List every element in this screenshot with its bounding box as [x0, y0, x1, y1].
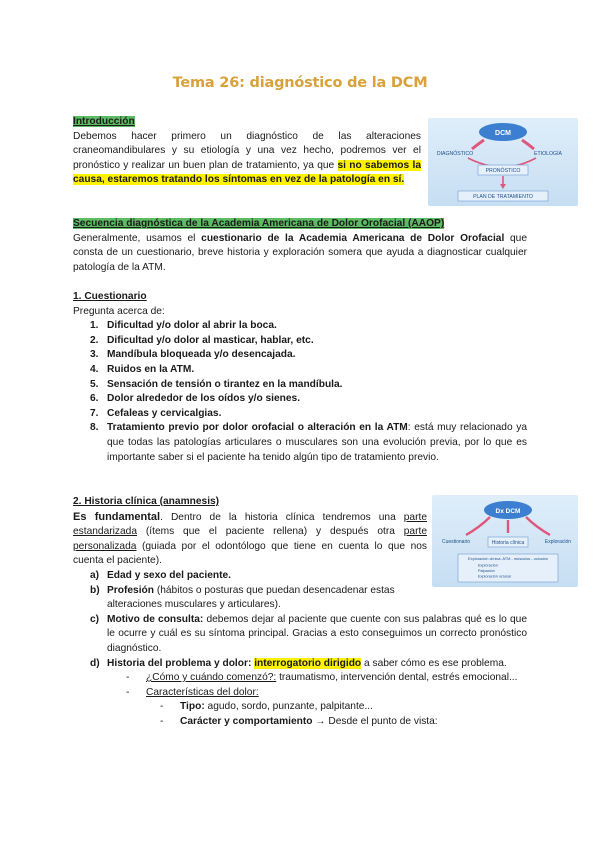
item-text: (hábitos o posturas que puedan desencadenar estas alteraciones musculares y articulares).: [107, 584, 395, 611]
dash: -: [160, 715, 164, 727]
dx-dcm-bubble-label: Dx DCM: [495, 508, 521, 515]
sub-item-text: traumatismo, intervención dental, estrés emocional...: [276, 672, 518, 684]
list-item: [90, 348, 527, 363]
arrow-left: [472, 140, 484, 149]
sub-sub-item: [160, 715, 527, 730]
dash: -: [160, 701, 164, 713]
item-letter: a): [90, 569, 100, 581]
sub-item: [126, 686, 527, 701]
item-bold: Profesión: [107, 584, 154, 596]
sub-item: [126, 671, 527, 686]
exploracion-line: Palpación: [478, 569, 495, 573]
historia-list: [90, 569, 527, 671]
cuestionario-intro: Pregunta acerca de:: [73, 305, 165, 317]
item-text: Ruidos en la ATM.: [107, 363, 195, 375]
arrow-right: [526, 517, 550, 535]
item-text: Dificultad y/o dolor al masticar, hablar, etc.: [107, 334, 314, 346]
historia-bold: Es fundamental: [73, 510, 161, 523]
list-item: [90, 363, 527, 378]
list-item: [90, 334, 527, 349]
historia-paragraph: [73, 510, 427, 569]
exploracion-line: Exploración oclusal: [478, 574, 511, 579]
item-number: 4.: [90, 363, 99, 375]
sub-sub-list: [160, 700, 527, 729]
item-letter: d): [90, 657, 100, 669]
dash: -: [126, 686, 130, 698]
item-number: 5.: [90, 378, 99, 390]
item-number: 2.: [90, 334, 99, 346]
item-number: 1.: [90, 320, 99, 332]
cuestionario-section: [73, 290, 527, 465]
aaop-text-b: que consta de un cuestionario, breve historia y exploración somera que ayuda a diagnosticar cualquier patología de la ATM.: [73, 232, 527, 273]
exploracion-label: Exploración: [544, 539, 572, 545]
sub-list: [126, 671, 527, 729]
sub-item-underline: Características del dolor:: [146, 686, 259, 698]
item-bold: Historia del problema y dolor:: [107, 657, 255, 669]
item-text: Mandíbula bloqueada y/o desencajada.: [107, 349, 296, 361]
historia-section: [73, 495, 527, 730]
item-number: 6.: [90, 393, 99, 405]
aaop-section: [73, 217, 527, 275]
etiologia-label: ETIOLOGÍA: [534, 151, 562, 157]
intro-highlight: si no sabemos la causa, estaremos tratando los síntomas en vez de la patología en sí.: [73, 159, 421, 186]
item-text: Sensación de tensión o tirantez en la mandíbula.: [107, 378, 343, 390]
sub-sub-item-bold: Tipo:: [180, 701, 205, 713]
list-item: [90, 569, 527, 584]
cuestionario-label: Cuestionario: [441, 539, 471, 545]
dcm-bubble-label: DCM: [495, 130, 511, 137]
sub-sub-item: [160, 700, 527, 715]
list-item: [90, 319, 527, 334]
item-bold: Motivo de consulta:: [107, 613, 204, 625]
list-item: [90, 584, 431, 613]
dash: -: [126, 672, 130, 684]
historia-label: Historia clínica: [491, 540, 525, 546]
sub-sub-item-bold: Carácter y comportamiento: [180, 715, 313, 727]
historia-text-a: . Dentro de la historia clínica tendremos una: [160, 511, 404, 523]
list-item: [90, 392, 527, 407]
aaop-heading: Secuencia diagnóstica de la Academia Americana de Dolor Orofacial (AAOP): [73, 218, 445, 229]
list-item: [90, 657, 527, 672]
cuestionario-list: [90, 319, 527, 465]
sub-sub-item-text: agudo, sordo, punzante, palpitante...: [204, 701, 373, 713]
item-highlight: interrogatorio dirigido: [254, 657, 362, 669]
dcm-diagram-svg: [428, 118, 578, 206]
list-item: [90, 613, 527, 657]
arrow-right: [522, 140, 534, 149]
exploracion-line: Exploración: [478, 563, 498, 568]
list-item: [90, 378, 527, 393]
sub-item-underline: ¿Cómo y cuándo comenzó?:: [146, 672, 277, 684]
historia-underline-2: parte personalizada: [73, 526, 427, 552]
cuestionario-heading: 1. Cuestionario: [73, 291, 147, 302]
item-bold: Edad y sexo del paciente.: [107, 569, 231, 581]
item-number: 7.: [90, 407, 99, 419]
intro-paragraph: [73, 130, 421, 188]
item-text: Cefaleas y cervicalgias.: [107, 407, 222, 419]
dcm-diagram-figure: [428, 118, 578, 206]
item-number: 8.: [90, 422, 99, 434]
item-text: debemos dejar al paciente que cuente con sus palabras qué es lo que le ocurre y cuál es su síntoma principal. Gracias a esto conseguimos un correcto pronóstico diagnóstico.: [107, 613, 527, 654]
item-text: Dolor alrededor de los oídos y/o sienes.: [107, 393, 301, 405]
sub-sub-item-text: → Desde el punto de vista:: [312, 715, 438, 727]
plan-label: PLAN DE TRATAMIENTO: [473, 194, 533, 200]
historia-heading: 2. Historia clínica (anamnesis): [73, 496, 220, 507]
historia-text-c: (guiada por el odontólogo que tiene en cuenta lo que nos cuenta el paciente).: [73, 540, 427, 567]
page-title: Tema 26: diagnóstico de la DCM: [172, 75, 428, 91]
historia-text-b: (ítems que el paciente rellena) y después otra: [137, 526, 404, 538]
intro-heading: Introducción: [73, 116, 135, 127]
aaop-paragraph: [73, 232, 527, 276]
intro-section: [73, 115, 421, 188]
pronostico-label: PRONÓSTICO: [485, 168, 521, 174]
arrow-down-head: [500, 184, 506, 189]
item-number: 3.: [90, 349, 99, 361]
intro-text: Debemos hacer primero un diagnóstico de las alteraciones craneomandibulares y su etiología y una vez hecho, podremos ver el pronóstico y realizar un buen plan de tratamiento, ya que: [73, 130, 421, 171]
item-bold: Tratamiento previo por dolor orofacial o alteración en la ATM: [107, 422, 408, 434]
item-letter: b): [90, 584, 100, 596]
item-text: Dificultad y/o dolor al abrir la boca.: [107, 320, 277, 332]
exploracion-box-title: Exploración clínica: ATM - músculos - oclusión: [468, 556, 548, 561]
item-letter: c): [90, 613, 100, 625]
item-text: : está muy relacionado ya que todas las patologías articulares o musculares son una evolución previa, por lo que es importante saber si el paciente ha tenido algún tipo de tratamiento previo.: [107, 422, 527, 463]
item-text: a saber cómo es ese problema.: [361, 657, 507, 669]
list-item: [90, 407, 527, 422]
diagnostico-label: DIAGNÓSTICO: [436, 151, 474, 157]
historia-underline-1: parte estandarizada: [73, 511, 427, 538]
aaop-text-bold: cuestionario de la Academia Americana de Dolor Orofacial: [201, 232, 505, 244]
list-item: [90, 421, 527, 465]
aaop-text-a: Generalmente, usamos el: [73, 232, 202, 244]
